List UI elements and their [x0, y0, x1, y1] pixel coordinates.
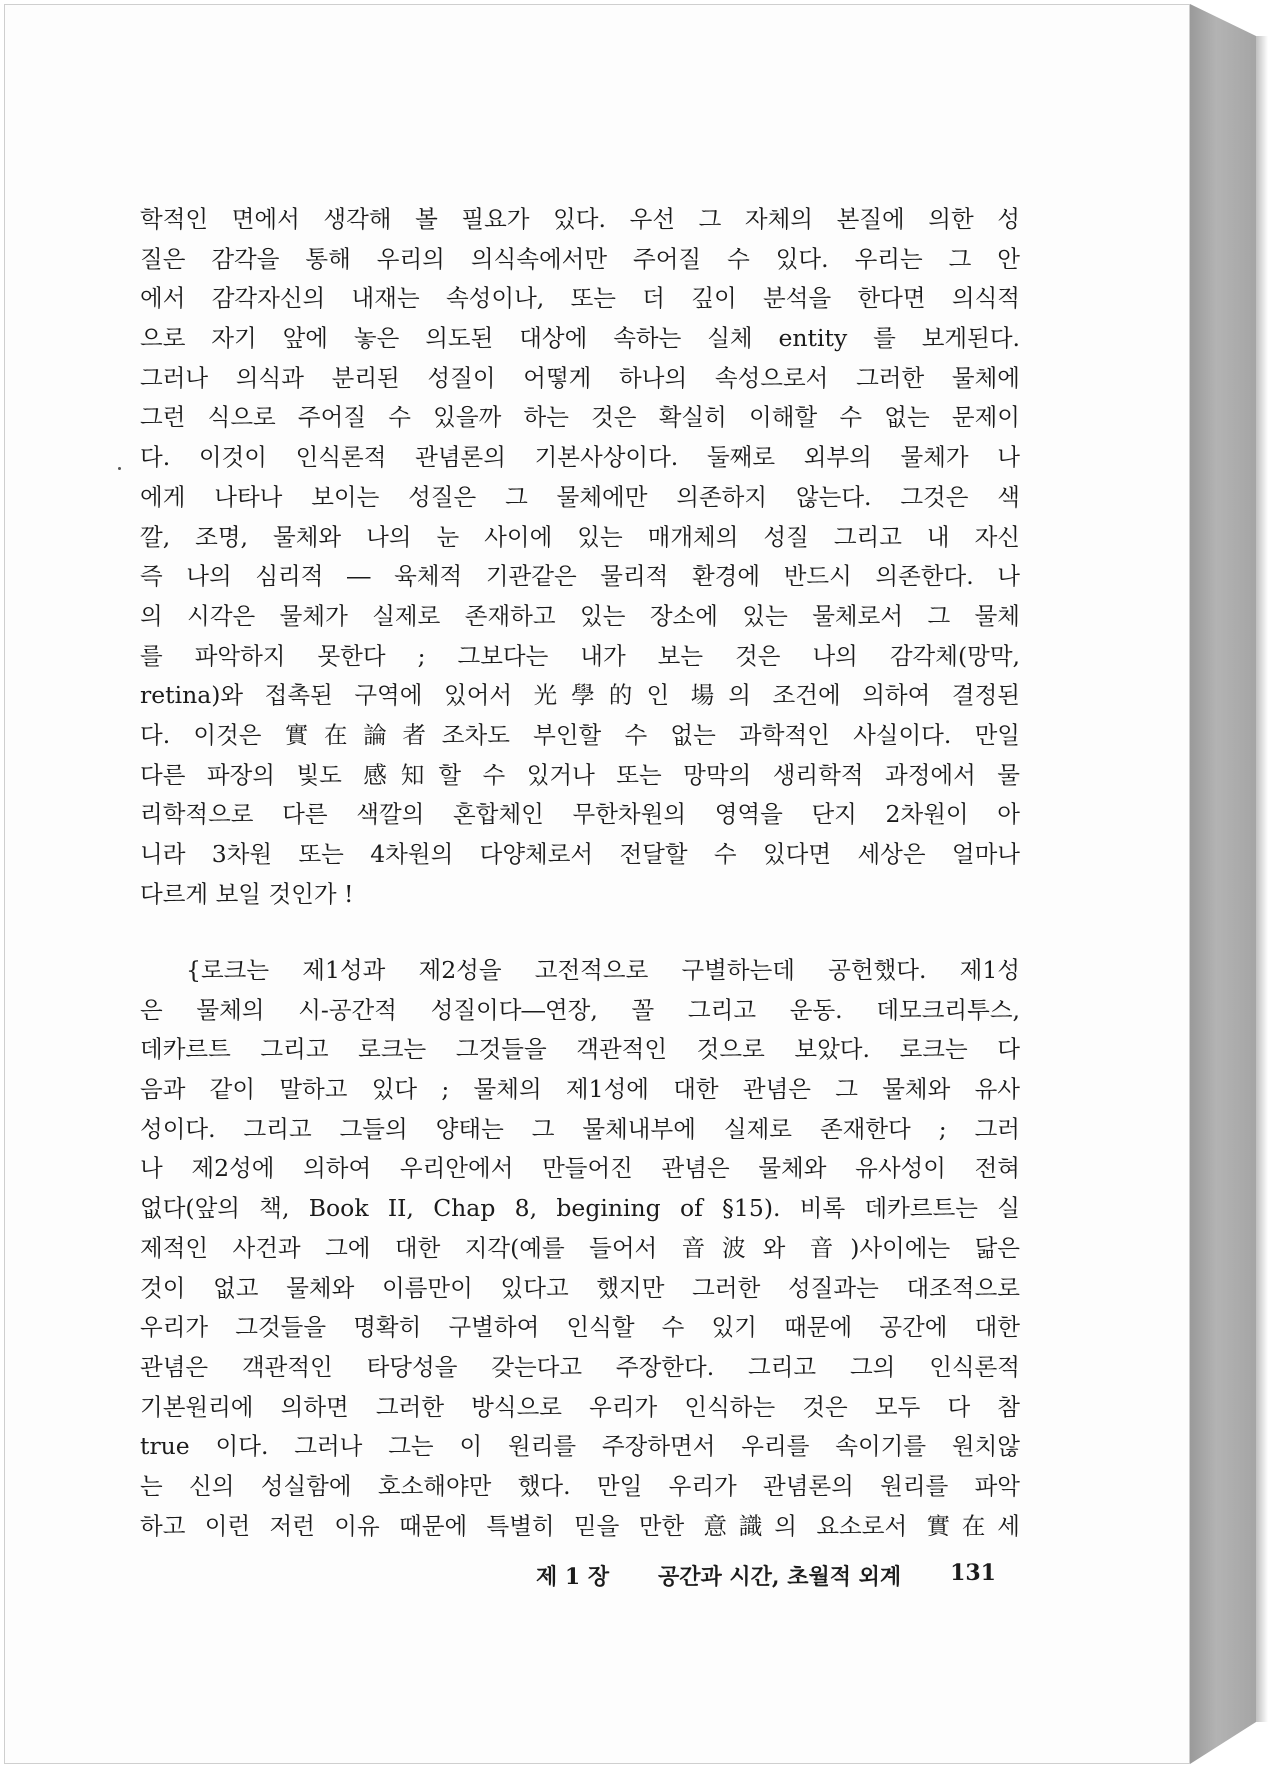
- text-line: 즉 나의 심리적 ― 육체적 기관같은 물리적 환경에 반드시 의존한다. 나: [140, 562, 1020, 591]
- text-line: retina)와 접촉된 구역에 있어서 光學的인 場의 조건에 의하여 결정된: [140, 681, 1020, 710]
- footer-title: 공간과 시간, 초월적 외계: [658, 1564, 902, 1590]
- text-line: 다르게 보일 것인가 !: [140, 879, 354, 908]
- book-edge-shadow: [1256, 36, 1268, 1722]
- text-line: 깔, 조명, 물체와 나의 눈 사이에 있는 매개체의 성질 그리고 내 자신: [140, 522, 1020, 551]
- text-line: 는 신의 성실함에 호소해야만 했다. 만일 우리가 관념론의 원리를 파악: [140, 1471, 1020, 1500]
- stray-dot-mark: [118, 467, 121, 470]
- text-line: 다. 이것은 實在論者조차도 부인할 수 없는 과학적인 사실이다. 만일: [140, 720, 1020, 749]
- text-line: 에게 나타나 보이는 성질은 그 물체에만 의존하지 않는다. 그것은 색: [140, 482, 1020, 511]
- page-number: 131: [950, 1560, 996, 1586]
- text-line: 그런 식으로 주어질 수 있을까 하는 것은 확실히 이해할 수 없는 문제이: [140, 403, 1020, 432]
- text-line: 기본원리에 의하면 그러한 방식으로 우리가 인식하는 것은 모두 다 참: [140, 1392, 1020, 1421]
- text-line: 제적인 사건과 그에 대한 지각(예를 들어서 音波와 音)사이에는 닮은: [140, 1233, 1020, 1262]
- text-line: true 이다. 그러나 그는 이 원리를 주장하면서 우리를 속이기를 원치않: [140, 1432, 1020, 1461]
- text-line: 다. 이것이 인식론적 관념론의 기본사상이다. 둘째로 외부의 물체가 나: [140, 443, 1020, 472]
- text-line: 질은 감각을 통해 우리의 의식속에서만 주어질 수 있다. 우리는 그 안: [140, 244, 1020, 273]
- text-line: 니라 3차원 또는 4차원의 다양체로서 전달할 수 있다면 세상은 얼마나: [140, 840, 1020, 868]
- text-line: 으로 자기 앞에 놓은 의도된 대상에 속하는 실체 entity 를 보게된다.: [140, 324, 1020, 353]
- paragraph-2: [140, 951, 1020, 1546]
- book-page-edge: [1190, 4, 1256, 1764]
- text-line: 다른 파장의 빛도 感知할 수 있거나 또는 망막의 생리학적 과정에서 물: [140, 760, 1020, 789]
- text-line: {로크는 제1성과 제2성을 고전적으로 구별하는데 공헌했다. 제1성: [186, 956, 1020, 984]
- text-line: 음과 같이 말하고 있다 ; 물체의 제1성에 대한 관념은 그 물체와 유사: [140, 1075, 1020, 1104]
- text-line: 리학적으로 다른 색깔의 혼합체인 무한차원의 영역을 단지 2차원이 아: [140, 800, 1020, 829]
- footer-chapter: 제 1 장: [536, 1564, 610, 1590]
- text-line: 데카르트 그리고 로크는 그것들을 객관적인 것으로 보았다. 로크는 다: [140, 1035, 1020, 1064]
- text-line: 하고 이런 저런 이유 때문에 특별히 믿을 만한 意識의 요소로서 實在세: [140, 1511, 1020, 1540]
- text-line: 의 시각은 물체가 실제로 존재하고 있는 장소에 있는 물체로서 그 물체: [140, 601, 1020, 630]
- text-line: 학적인 면에서 생각해 볼 필요가 있다. 우선 그 자체의 본질에 의한 성: [140, 205, 1020, 233]
- text-line: 나 제2성에 의하여 우리안에서 만들어진 관념은 물체와 유사성이 전혀: [140, 1154, 1020, 1183]
- text-line: 관념은 객관적인 타당성을 갖는다고 주장한다. 그리고 그의 인식론적: [140, 1352, 1020, 1381]
- text-line: 은 물체의 시-공간적 성질이다―연장, 꼴 그리고 운동. 데모크리투스,: [140, 995, 1020, 1024]
- running-footer: [536, 1560, 996, 1591]
- text-line: 우리가 그것들을 명확히 구별하여 인식할 수 있기 때문에 공간에 대한: [140, 1313, 1020, 1342]
- text-line: 그러나 의식과 분리된 성질이 어떻게 하나의 속성으로서 그러한 물체에: [140, 363, 1020, 392]
- text-line: 것이 없고 물체와 이름만이 있다고 했지만 그러한 성질과는 대조적으로: [140, 1273, 1020, 1302]
- text-line: 없다(앞의 책, Book II, Chap 8, begining of §15). 비록 데카르트는 실: [140, 1194, 1020, 1223]
- text-line: 에서 감각자신의 내재는 속성이나, 또는 더 깊이 분석을 한다면 의식적: [140, 284, 1020, 313]
- paragraph-1: [140, 200, 1020, 914]
- text-line: 성이다. 그리고 그들의 양태는 그 물체내부에 실제로 존재한다 ; 그러: [140, 1114, 1020, 1143]
- text-line: 를 파악하지 못한다 ; 그보다는 내가 보는 것은 나의 감각체(망막,: [140, 641, 1020, 670]
